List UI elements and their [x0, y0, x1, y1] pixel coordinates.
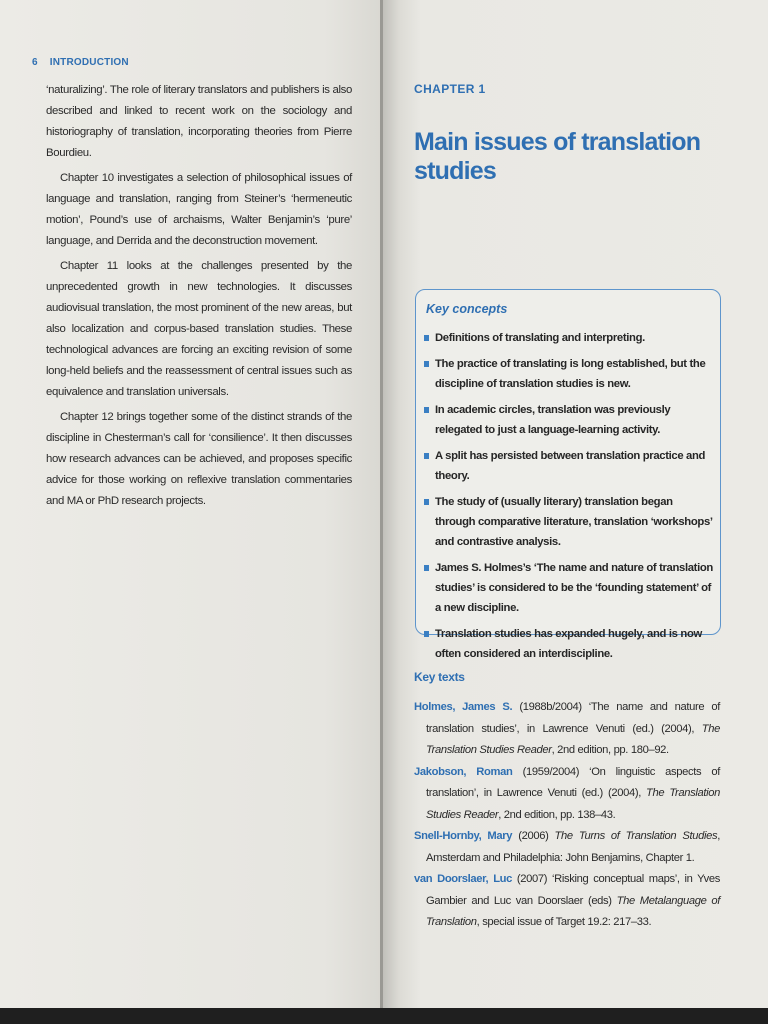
reference-title: The Translation Studies Reader	[426, 722, 720, 756]
list-item	[424, 400, 714, 440]
left-page	[0, 0, 381, 1008]
reference-text: (1959/2004) ‘On linguistic aspects of translation’, in Lawrence Venuti (ed.) (2004),	[426, 765, 721, 799]
reference-item	[414, 762, 720, 827]
reference-item	[414, 697, 720, 762]
key-texts-title: Key texts	[414, 670, 465, 684]
key-concepts-box	[415, 289, 721, 660]
list-item	[424, 328, 714, 348]
list-item	[424, 492, 714, 552]
reference-title: The Translation Studies Reader	[426, 787, 720, 821]
reference-author: Jakobson, Roman	[414, 765, 513, 778]
square-bullet-icon	[424, 565, 429, 571]
square-bullet-icon	[424, 631, 429, 637]
reference-author: Holmes, James S.	[414, 701, 513, 713]
square-bullet-icon	[424, 407, 429, 413]
scan-bottom-edge	[0, 1008, 768, 1024]
paragraph: Chapter 10 investigates a selection of philosophical issues of language and translation, ranging from Steiner’s ‘hermeneutic motion’, Pound’s use of archaisms, Walter Benjamin’s ‘pure’ language, and Derrida and the deconstruction movement.	[46, 172, 352, 247]
reference-text: , Amsterdam and Philadelphia: John Benjamins, Chapter 1.	[426, 830, 720, 864]
paragraph: Chapter 11 looks at the challenges presented by the unprecedented growth in new technologies. It discusses audiovisual translation, the most prominent of the new areas, but also localization and corpus-based translation studies. These technological advances are forcing an exciting revision of some long-held beliefs and the reassessment of central issues such as equivalence and translation universals.	[46, 260, 352, 398]
page-number: 6	[32, 57, 38, 68]
key-texts-list	[414, 697, 720, 934]
list-item	[424, 446, 714, 486]
chapter-title: Main issues of translation studies	[414, 128, 701, 185]
book-gutter	[380, 0, 383, 1008]
reference-author: Snell-Hornby, Mary	[414, 830, 513, 842]
list-item	[424, 624, 714, 664]
concept-text: A split has persisted between translation practice and theory.	[435, 450, 706, 482]
reference-text: (1988b/2004) ‘The name and nature of translation studies’, in Lawrence Venuti (ed.) (2004),	[426, 701, 720, 735]
concept-text: Translation studies has expanded hugely, and is now often considered an interdiscipline.	[435, 628, 702, 660]
running-head	[32, 57, 129, 68]
reference-title: The Metalanguage of Translation	[426, 894, 720, 928]
reference-author: van Doorslaer, Luc	[414, 873, 513, 885]
reference-item	[414, 826, 720, 869]
reference-item	[414, 869, 720, 934]
square-bullet-icon	[424, 361, 429, 367]
concept-text: James S. Holmes’s ‘The name and nature of translation studies’ is considered to be the ‘founding statement’ of a new discipline.	[435, 562, 713, 614]
concept-text: Definitions of translating and interpreting.	[435, 332, 645, 344]
left-body-text	[46, 80, 352, 512]
square-bullet-icon	[424, 453, 429, 459]
running-head-title: INTRODUCTION	[49, 57, 129, 68]
concept-text: In academic circles, translation was previously relegated to just a language-learning activity.	[435, 404, 671, 436]
paragraph: ‘naturalizing’. The role of literary translators and publishers is also described and linked to recent work on the sociology and historiography of translation, incorporating theories from Pierre Bourdieu.	[46, 84, 352, 159]
list-item	[424, 558, 714, 618]
key-concepts-title: Key concepts	[426, 302, 508, 316]
concept-text: The practice of translating is long established, but the discipline of translation studies is new.	[435, 358, 706, 390]
square-bullet-icon	[424, 335, 429, 341]
square-bullet-icon	[424, 499, 429, 505]
reference-text: (2006)	[512, 830, 555, 842]
chapter-label: CHAPTER 1	[414, 82, 486, 96]
concept-text: The study of (usually literary) translation began through comparative literature, translation ‘workshops’ and contrastive analysis.	[435, 496, 713, 548]
reference-title: The Turns of Translation Studies	[554, 830, 718, 842]
reference-text: , 2nd edition, pp. 180–92.	[551, 744, 669, 756]
paragraph: Chapter 12 brings together some of the distinct strands of the discipline in Chesterman’s call for ‘consilience’. It then discusses how research advances can be achieved, and proposes specific advice for those working on reflexive translation commentaries and MA or PhD research projects.	[46, 411, 352, 507]
key-concepts-list	[424, 328, 714, 670]
reference-text: (2007) ‘Risking conceptual maps’, in Yves Gambier and Luc van Doorslaer (eds)	[426, 873, 720, 907]
list-item	[424, 354, 714, 394]
reference-text: , special issue of Target 19.2: 217–33.	[476, 916, 652, 928]
reference-text: , 2nd edition, pp. 138–43.	[498, 808, 616, 821]
